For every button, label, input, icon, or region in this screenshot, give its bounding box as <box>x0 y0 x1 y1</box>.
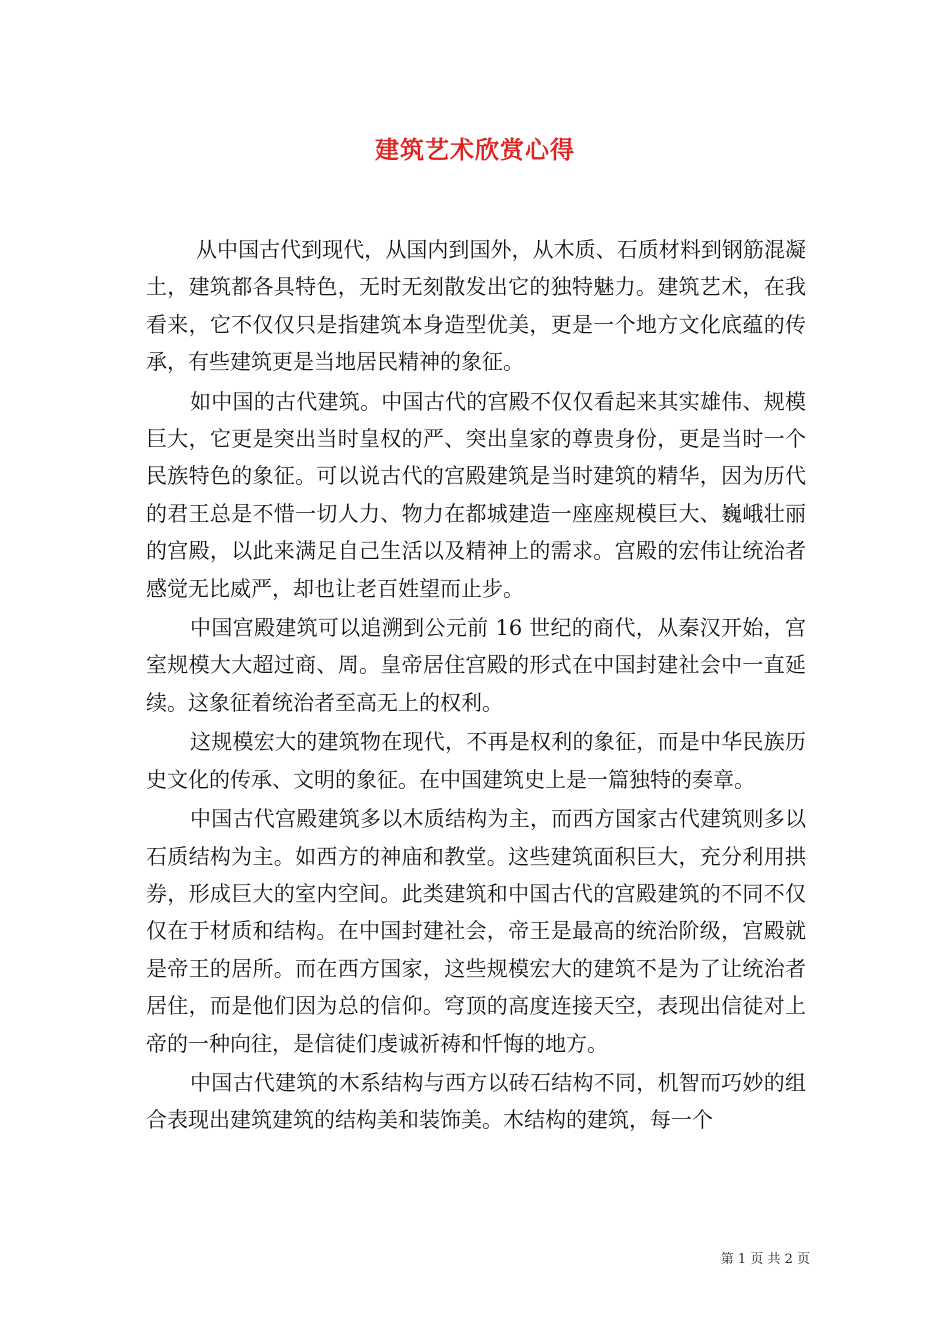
paragraph: 中国古代建筑的木系结构与西方以砖石结构不同，机智而巧妙的组合表现出建筑建筑的结构美和装饰美。木结构的建筑，每一个 <box>146 1070 806 1133</box>
paragraph: 这规模宏大的建筑物在现代，不再是权利的象征，而是中华民族历史文化的传承、文明的象征。在中国建筑史上是一篇独特的奏章。 <box>146 730 806 792</box>
paragraph: 如中国的古代建筑。中国古代的宫殿不仅仅看起来其实雄伟、规模巨大，它更是突出当时皇权的严、突出皇家的尊贵身份，更是当时一个民族特色的象征。可以说古代的宫殿建筑是当时建筑的精华，因为历代的君王总是不惜一切人力、物力在都城建造一座座规模巨大、巍峨壮丽的宫殿，以此来满足自己生活以及精神上的需求。宫殿的宏伟让统治者感觉无比威严，却也让老百姓望而止步。 <box>146 389 806 601</box>
page-title: 建筑艺术欣赏心得 <box>375 135 575 164</box>
document-body <box>146 232 806 1140</box>
page-number: 第 1 页 共 2 页 <box>720 1252 810 1267</box>
paragraph: 中国古代宫殿建筑多以木质结构为主，而西方国家古代建筑则多以石质结构为主。如西方的神庙和教堂。这些建筑面积巨大，充分利用拱券，形成巨大的室内空间。此类建筑和中国古代的宫殿建筑的不同不仅仅在于材质和结构。在中国封建社会，帝王是最高的统治阶级，宫殿就是帝王的居所。而在西方国家，这些规模宏大的建筑不是为了让统治者居住，而是他们因为总的信仰。穹顶的高度连接天空，表现出信徒对上帝的一种向往，是信徒们虔诚祈祷和忏悔的地方。 <box>146 807 806 1056</box>
paragraph: 中国宫殿建筑可以追溯到公元前 16 世纪的商代，从秦汉开始，宫室规模大大超过商、周。皇帝居住宫殿的形式在中国封建社会中一直延续。这象征着统治者至高无上的权利。 <box>146 616 806 715</box>
paragraph: 从中国古代到现代，从国内到国外，从木质、石质材料到钢筋混凝土，建筑都各具特色，无时无刻散发出它的独特魅力。建筑艺术，在我看来，它不仅仅只是指建筑本身造型优美，更是一个地方文化底蕴的传承，有些建筑更是当地居民精神的象征。 <box>146 238 806 375</box>
